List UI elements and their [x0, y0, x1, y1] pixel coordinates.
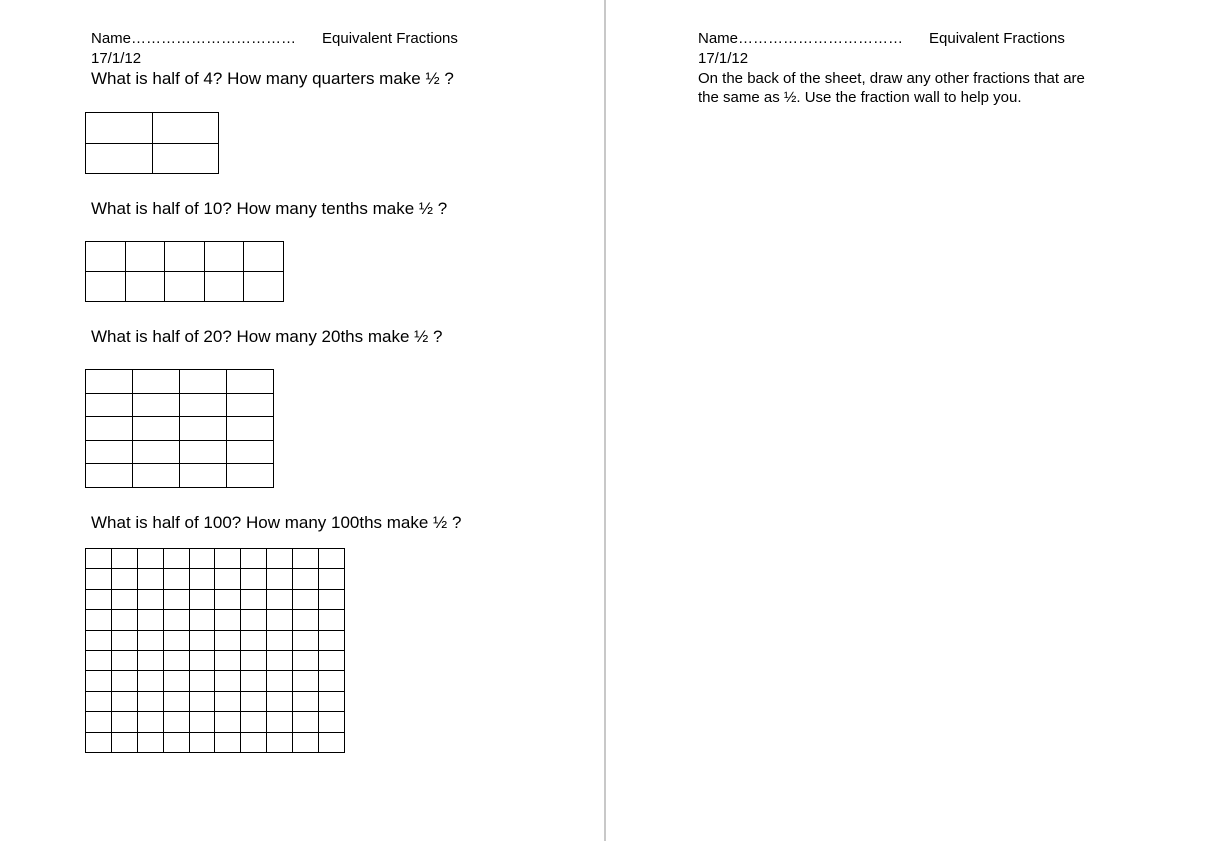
grid-cell [293, 712, 319, 732]
grid-cell [319, 691, 345, 711]
grid-cell [111, 610, 137, 630]
grid-cell [133, 393, 180, 417]
grid-cell [267, 691, 293, 711]
grid-cell [111, 712, 137, 732]
grid-cell [189, 732, 215, 752]
grid-cell [137, 671, 163, 691]
instruction-line-1: On the back of the sheet, draw any other fractions that are [698, 70, 1085, 87]
grid-cell [241, 650, 267, 670]
grid-cell [241, 589, 267, 609]
worksheet-title: Equivalent Fractions [929, 30, 1065, 47]
grid-cell [125, 272, 165, 302]
grid-cell [180, 417, 227, 441]
grid-cell [319, 650, 345, 670]
grid-cell [244, 272, 284, 302]
grid-cell [227, 417, 274, 441]
grid-cell [86, 589, 112, 609]
grid-cell [293, 610, 319, 630]
grid-cell [86, 113, 153, 144]
grid-cell [293, 691, 319, 711]
grid-cell [165, 242, 205, 272]
grid-cell [241, 610, 267, 630]
grid-row [86, 549, 345, 569]
grid-cell [125, 242, 165, 272]
grid-row [86, 671, 345, 691]
grid-cell [133, 464, 180, 488]
grid-cell [163, 732, 189, 752]
grid-cell [86, 712, 112, 732]
grid-cell [137, 732, 163, 752]
grid-cell [267, 569, 293, 589]
grid-cell [163, 671, 189, 691]
tenths-grid [85, 241, 284, 302]
grid-cell [137, 610, 163, 630]
grid-cell [293, 630, 319, 650]
grid-cell [189, 610, 215, 630]
grid-cell [215, 671, 241, 691]
grid-row [86, 589, 345, 609]
page-divider [604, 0, 606, 841]
grid-cell [180, 464, 227, 488]
grid-cell [111, 732, 137, 752]
grid-cell [319, 630, 345, 650]
grid-cell [133, 370, 180, 394]
question-3: What is half of 20? How many 20ths make ½ ? [91, 327, 443, 346]
grid-cell [86, 242, 126, 272]
grid-row [86, 732, 345, 752]
grid-cell [86, 440, 133, 464]
grid-row [86, 417, 274, 441]
grid-cell [215, 549, 241, 569]
grid-cell [86, 610, 112, 630]
grid-cell [241, 732, 267, 752]
grid-cell [293, 569, 319, 589]
grid-row [86, 610, 345, 630]
grid-cell [137, 630, 163, 650]
grid-cell [215, 589, 241, 609]
grid-cell [293, 732, 319, 752]
grid-cell [293, 671, 319, 691]
grid-cell [111, 589, 137, 609]
grid-cell [215, 712, 241, 732]
grid-cell [86, 417, 133, 441]
grid-cell [86, 272, 126, 302]
grid-cell [319, 671, 345, 691]
grid-cell [180, 393, 227, 417]
grid-cell [267, 650, 293, 670]
grid-cell [137, 569, 163, 589]
grid-cell [189, 549, 215, 569]
grid-cell [137, 589, 163, 609]
grid-row [86, 569, 345, 589]
grid-cell [227, 440, 274, 464]
grid-cell [86, 691, 112, 711]
grid-cell [293, 549, 319, 569]
grid-cell [293, 650, 319, 670]
grid-cell [241, 691, 267, 711]
grid-cell [319, 549, 345, 569]
grid-cell [137, 650, 163, 670]
grid-row [86, 143, 219, 174]
grid-row [86, 630, 345, 650]
grid-row [86, 712, 345, 732]
grid-row [86, 272, 284, 302]
grid-cell [227, 370, 274, 394]
grid-cell [189, 589, 215, 609]
grid-cell [111, 691, 137, 711]
grid-cell [204, 272, 244, 302]
name-label: Name…………………………… [698, 30, 904, 47]
worksheet-title: Equivalent Fractions [322, 30, 458, 47]
grid-cell [137, 549, 163, 569]
grid-cell [319, 589, 345, 609]
grid-cell [111, 650, 137, 670]
grid-cell [163, 691, 189, 711]
grid-cell [189, 630, 215, 650]
grid-cell [241, 671, 267, 691]
grid-cell [241, 569, 267, 589]
grid-cell [152, 113, 219, 144]
grid-cell [267, 712, 293, 732]
grid-cell [163, 630, 189, 650]
grid-cell [267, 610, 293, 630]
worksheet-date: 17/1/12 [91, 50, 142, 67]
grid-cell [180, 440, 227, 464]
instruction-line-2: the same as ½. Use the fraction wall to help you. [698, 89, 1022, 106]
grid-row [86, 464, 274, 488]
quarters-grid [85, 112, 219, 174]
grid-cell [267, 671, 293, 691]
grid-cell [180, 370, 227, 394]
grid-cell [86, 143, 153, 174]
grid-cell [215, 630, 241, 650]
grid-row [86, 393, 274, 417]
grid-cell [267, 549, 293, 569]
grid-cell [86, 630, 112, 650]
grid-cell [319, 610, 345, 630]
grid-row [86, 650, 345, 670]
grid-cell [111, 671, 137, 691]
grid-row [86, 242, 284, 272]
grid-cell [227, 393, 274, 417]
grid-cell [137, 712, 163, 732]
grid-cell [215, 691, 241, 711]
name-label: Name…………………………… [91, 30, 297, 47]
grid-cell [241, 630, 267, 650]
grid-cell [267, 589, 293, 609]
grid-cell [267, 732, 293, 752]
grid-cell [319, 569, 345, 589]
grid-cell [86, 671, 112, 691]
grid-cell [241, 549, 267, 569]
grid-cell [163, 549, 189, 569]
grid-cell [227, 464, 274, 488]
question-2: What is half of 10? How many tenths make ½ ? [91, 199, 448, 218]
grid-cell [241, 712, 267, 732]
twentieths-grid [85, 369, 274, 488]
grid-cell [189, 712, 215, 732]
grid-cell [86, 650, 112, 670]
grid-cell [319, 712, 345, 732]
question-4: What is half of 100? How many 100ths make ½ ? [91, 513, 462, 532]
grid-cell [111, 630, 137, 650]
grid-cell [86, 569, 112, 589]
hundredths-grid [85, 548, 345, 753]
grid-cell [215, 732, 241, 752]
grid-cell [86, 370, 133, 394]
grid-cell [111, 569, 137, 589]
grid-cell [86, 732, 112, 752]
grid-cell [163, 569, 189, 589]
grid-cell [215, 569, 241, 589]
question-1: What is half of 4? How many quarters make ½ ? [91, 69, 454, 88]
grid-cell [215, 610, 241, 630]
grid-row [86, 440, 274, 464]
grid-cell [189, 671, 215, 691]
grid-cell [163, 610, 189, 630]
grid-cell [319, 732, 345, 752]
grid-cell [86, 549, 112, 569]
grid-cell [163, 650, 189, 670]
grid-cell [267, 630, 293, 650]
grid-cell [215, 650, 241, 670]
worksheet-date: 17/1/12 [698, 50, 749, 67]
grid-cell [189, 650, 215, 670]
grid-cell [204, 242, 244, 272]
grid-row [86, 370, 274, 394]
grid-cell [111, 549, 137, 569]
grid-cell [189, 569, 215, 589]
grid-cell [133, 440, 180, 464]
grid-cell [137, 691, 163, 711]
grid-cell [133, 417, 180, 441]
grid-row [86, 691, 345, 711]
grid-cell [163, 712, 189, 732]
grid-cell [165, 272, 205, 302]
grid-row [86, 113, 219, 144]
grid-cell [244, 242, 284, 272]
grid-cell [152, 143, 219, 174]
grid-cell [293, 589, 319, 609]
grid-cell [86, 393, 133, 417]
grid-cell [189, 691, 215, 711]
grid-cell [86, 464, 133, 488]
grid-cell [163, 589, 189, 609]
